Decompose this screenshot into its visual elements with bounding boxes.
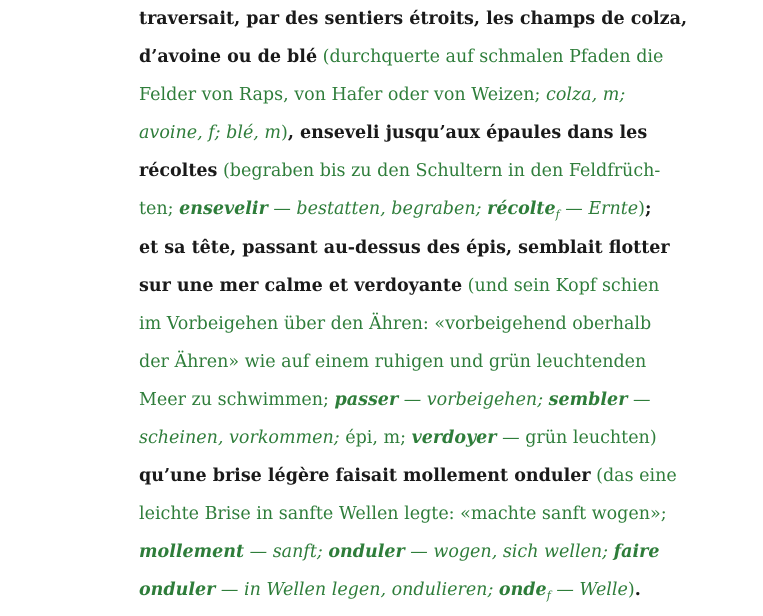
vocabulary-note: —	[496, 428, 526, 449]
gender-marker: f	[546, 589, 551, 603]
vocabulary-headword: onduler	[139, 580, 216, 601]
german-translation: )	[281, 123, 288, 144]
french-text: ;	[645, 199, 652, 220]
german-translation: ten;	[139, 199, 180, 220]
german-translation: )	[627, 580, 635, 601]
text-line-9	[139, 305, 652, 343]
vocabulary-note: — Welle	[550, 580, 628, 601]
french-text: .	[634, 580, 641, 601]
vocabulary-note: — wogen, sich wellen;	[404, 542, 614, 563]
vocabulary-note: scheinen, vorkommen;	[139, 428, 346, 449]
text-column	[139, 0, 688, 610]
vocabulary-note: — vorbeigehen;	[398, 389, 549, 410]
vocabulary-note: — sanft;	[244, 542, 329, 563]
french-text: d’avoine ou de blé	[139, 47, 318, 68]
text-line-3	[139, 76, 626, 114]
german-translation: Felder von Raps, von Hafer oder von Weizen;	[139, 85, 547, 106]
text-line-4	[139, 114, 648, 152]
french-text: et sa tête, passant au-dessus des épis, semblait flotter	[139, 237, 670, 258]
german-translation: leichte Brise in sanfte Wellen legte: «machte sanft wogen»;	[139, 504, 667, 525]
vocabulary-headword: ensevelir	[179, 199, 268, 220]
vocabulary-headword: mollement	[139, 542, 245, 563]
text-line-16	[139, 571, 641, 609]
text-line-2	[139, 38, 664, 76]
german-translation: )	[638, 199, 645, 220]
french-text: traversait, par des sentiers étroits, les champs de colza,	[139, 9, 688, 29]
german-translation: grün leuchten)	[525, 428, 657, 449]
french-text: , enseveli jusqu’aux épaules dans les	[287, 123, 648, 144]
german-translation: der Ähren» wie auf einem ruhigen und grün leuchtenden	[139, 351, 647, 372]
vocabulary-note: —	[627, 389, 651, 410]
text-line-5	[139, 152, 661, 190]
german-translation: (das eine	[590, 466, 677, 487]
text-line-1	[139, 0, 688, 38]
text-line-11	[139, 381, 651, 419]
french-text: sur une mer calme et verdoyante	[139, 275, 463, 296]
vocabulary-headword: onduler	[328, 542, 405, 563]
german-translation: im Vorbeigehen über den Ähren: «vorbeigehend oberhalb	[139, 313, 652, 334]
text-line-12	[139, 419, 657, 457]
gender-marker: f	[555, 208, 560, 222]
vocabulary-note: — Ernte	[559, 199, 639, 220]
text-line-8	[139, 267, 660, 305]
vocabulary-headword: faire	[613, 542, 660, 563]
vocabulary-note: — in Wellen legen, ondulieren;	[215, 580, 499, 601]
vocabulary-headword: récolte	[487, 199, 556, 220]
french-text: récoltes	[139, 161, 218, 182]
vocabulary-headword: onde	[498, 580, 547, 601]
german-translation: (begraben bis zu den Schultern in den Feldfrüch-	[217, 161, 661, 182]
vocabulary-headword: verdoyer	[411, 428, 497, 449]
vocabulary-note: avoine, f; blé, m	[139, 123, 282, 144]
german-translation: (und sein Kopf schien	[462, 275, 660, 296]
vocabulary-note: colza, m;	[546, 85, 626, 106]
text-line-10	[139, 343, 647, 381]
vocabulary-headword: passer	[334, 389, 399, 410]
text-line-14	[139, 495, 667, 533]
vocabulary-note: — bestatten, begraben;	[267, 199, 488, 220]
text-line-13	[139, 457, 677, 495]
german-translation: Meer zu schwimmen;	[139, 389, 335, 410]
german-translation: (durchquerte auf schmalen Pfaden die	[317, 47, 664, 68]
text-line-7	[139, 229, 670, 267]
vocabulary-headword: sembler	[548, 389, 628, 410]
text-line-6	[139, 190, 652, 228]
german-translation: épi, m;	[345, 428, 412, 449]
text-line-15	[139, 533, 660, 571]
french-text: qu’une brise légère faisait mollement onduler	[139, 466, 591, 487]
